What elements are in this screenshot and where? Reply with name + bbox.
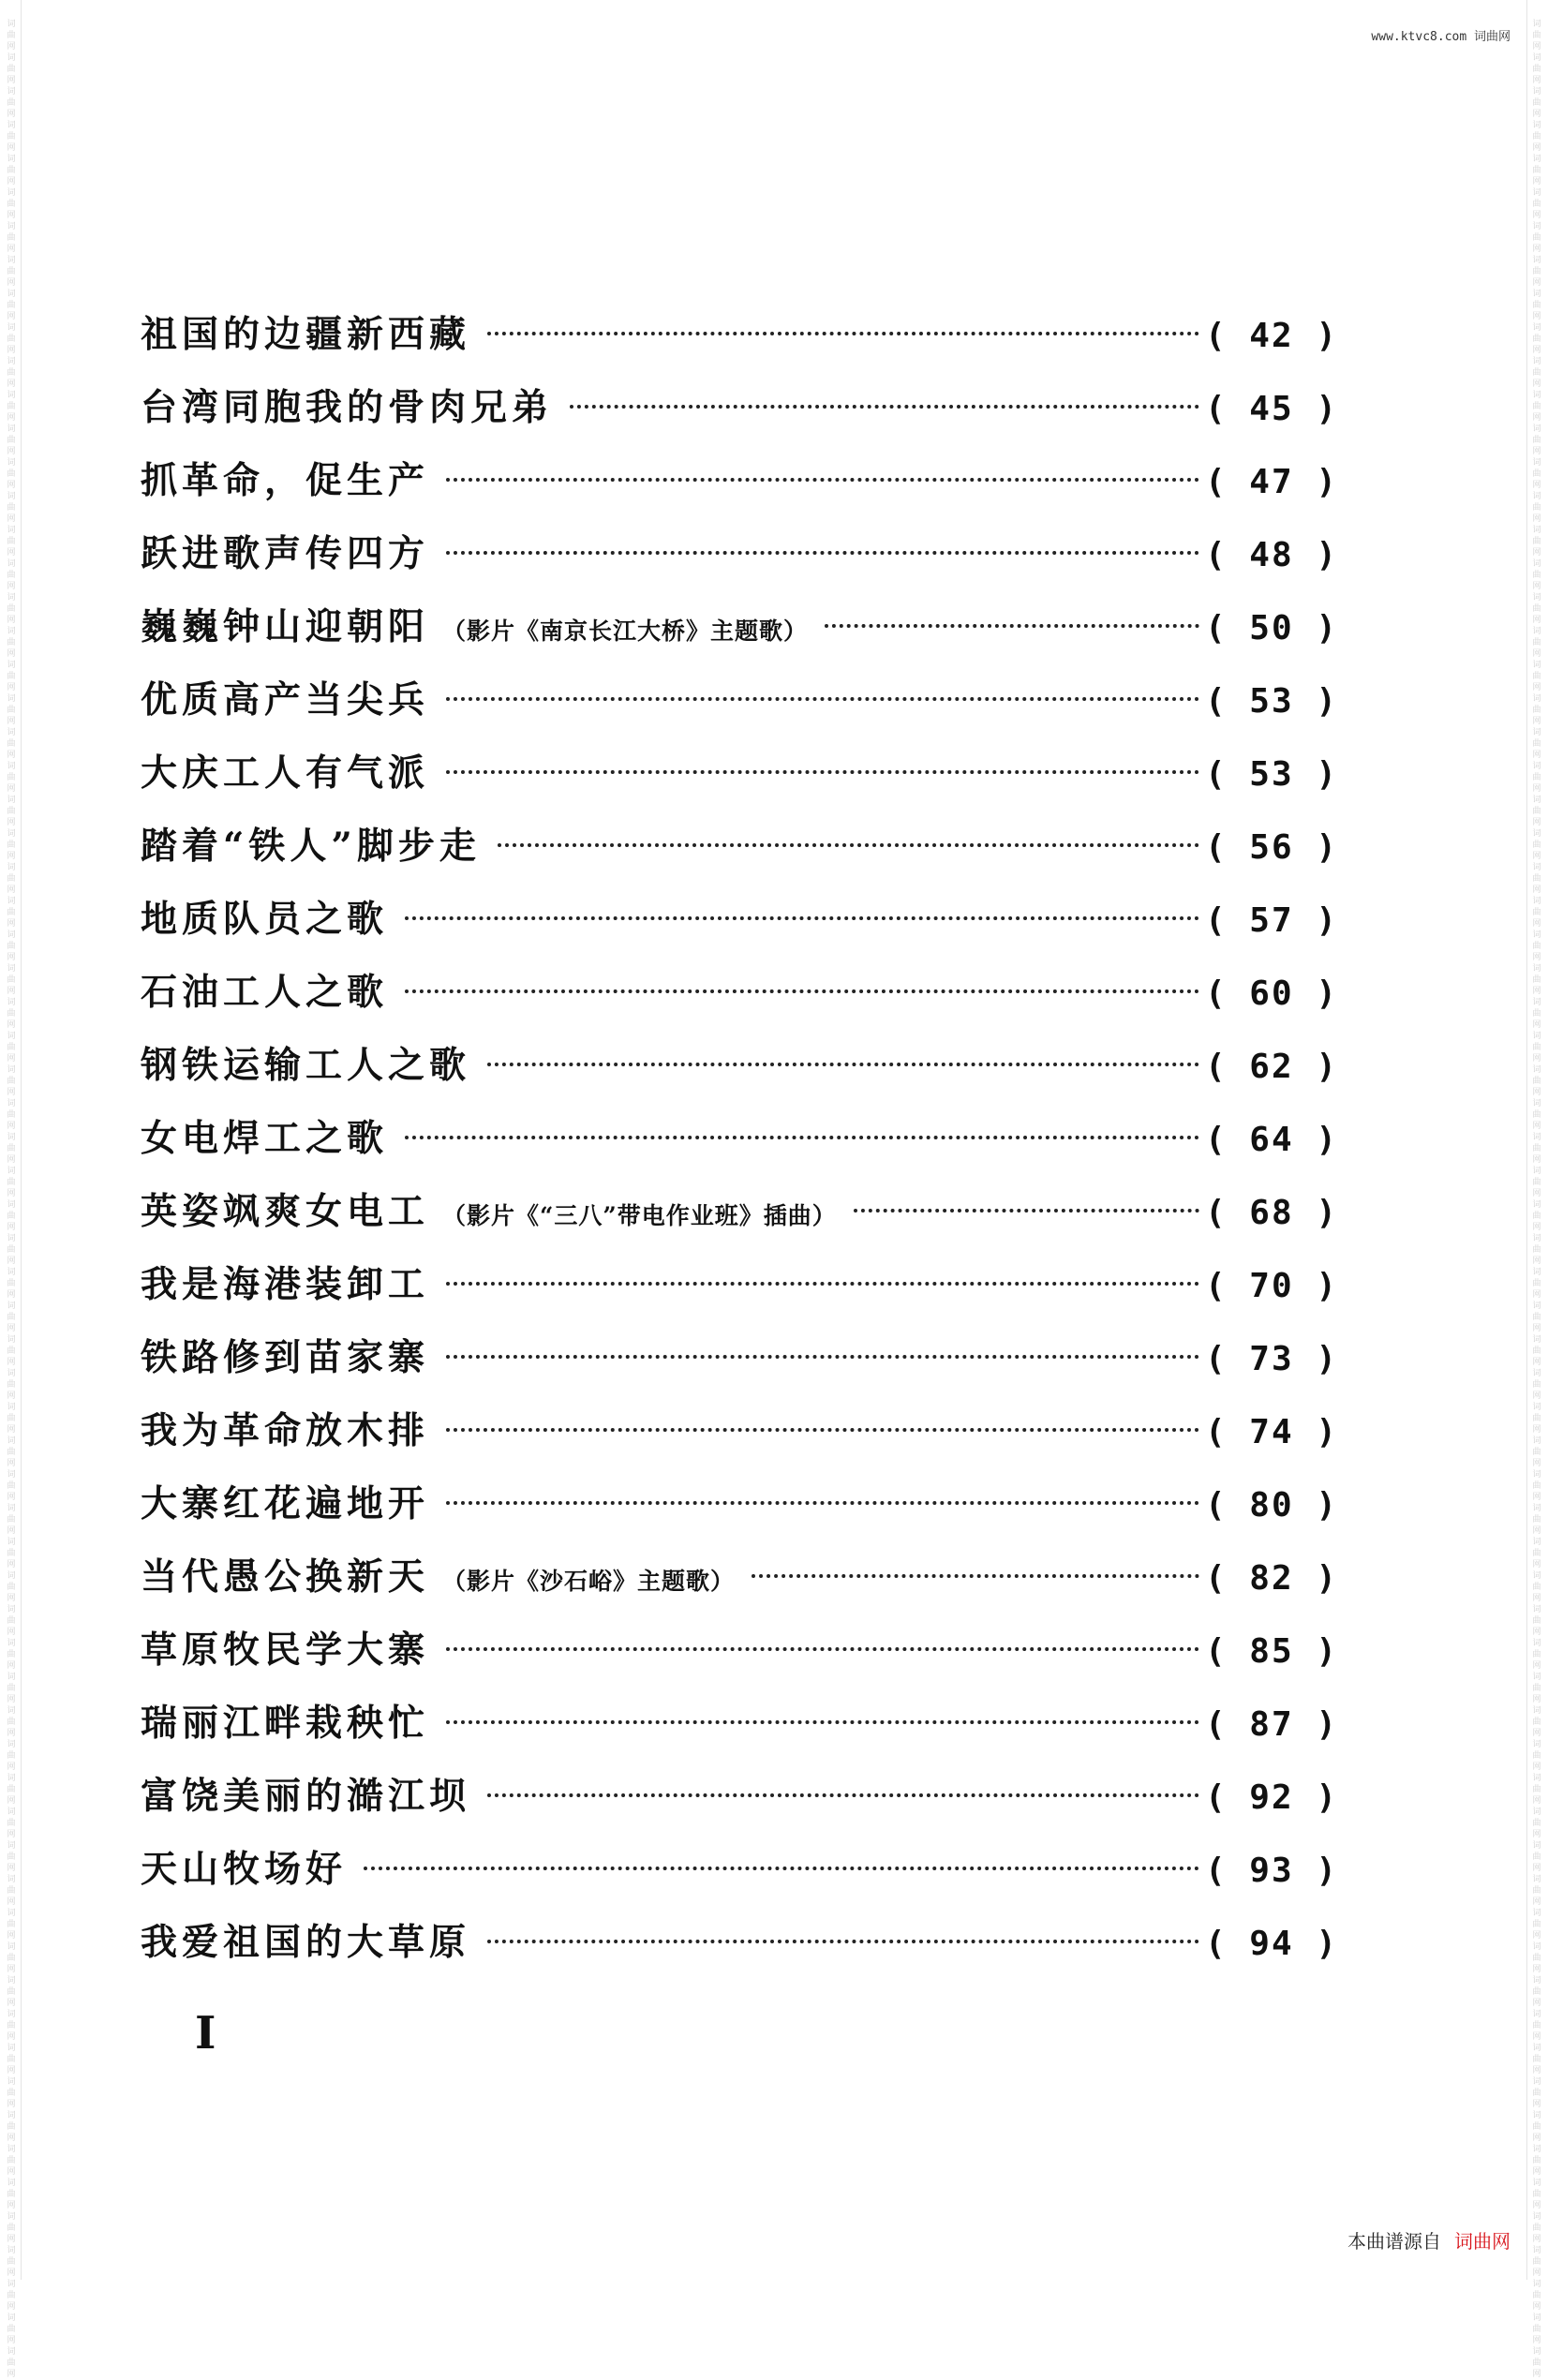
- toc-entry-page-number: ( 94 ): [1204, 1925, 1338, 1963]
- footer-brand-link[interactable]: 词曲网: [1454, 2230, 1511, 2253]
- toc-entry: [141, 1175, 1338, 1248]
- table-of-contents: [141, 298, 1338, 1979]
- toc-dot-leader: [446, 478, 1199, 482]
- footer-source: [1347, 2226, 1511, 2254]
- toc-entry: [141, 956, 1338, 1029]
- toc-entry-title: 富饶美丽的澔江坝: [141, 1775, 471, 1818]
- toc-dot-leader: [854, 1209, 1199, 1212]
- toc-entry: [141, 1102, 1338, 1175]
- toc-entry-title: 巍巍钟山迎朝阳: [141, 605, 430, 648]
- toc-entry-title: 钢铁运输工人之歌: [141, 1044, 471, 1087]
- footer-source-label: 本曲谱源自: [1347, 2230, 1441, 2253]
- toc-entry-page-number: ( 45 ): [1204, 390, 1338, 428]
- toc-entry-page-number: ( 48 ): [1204, 536, 1338, 574]
- toc-dot-leader: [446, 551, 1199, 555]
- toc-entry: [141, 1906, 1338, 1979]
- toc-dot-leader: [446, 1282, 1199, 1286]
- header-url: www.ktvc8.com 词曲网: [1371, 30, 1511, 44]
- toc-entry-note: （影片《沙石峪》主题歌）: [442, 1568, 736, 1595]
- toc-entry: [141, 1540, 1338, 1614]
- toc-dot-leader: [446, 1428, 1199, 1432]
- toc-dot-leader: [498, 843, 1199, 847]
- toc-entry-page-number: ( 68 ): [1204, 1194, 1338, 1232]
- toc-entry-page-number: ( 50 ): [1204, 609, 1338, 647]
- toc-dot-leader: [487, 1793, 1199, 1797]
- toc-entry-page-number: ( 74 ): [1204, 1413, 1338, 1451]
- toc-entry-page-number: ( 80 ): [1204, 1486, 1338, 1525]
- toc-entry: [141, 1321, 1338, 1394]
- toc-dot-leader: [446, 1647, 1199, 1651]
- toc-entry-title: 台湾同胞我的骨肉兄弟: [141, 386, 554, 429]
- toc-entry: [141, 1248, 1338, 1321]
- toc-entry: [141, 1467, 1338, 1540]
- toc-entry-title: 当代愚公换新天: [141, 1555, 430, 1599]
- toc-dot-leader: [487, 1063, 1199, 1066]
- toc-entry-page-number: ( 60 ): [1204, 974, 1338, 1013]
- toc-entry: [141, 298, 1338, 371]
- toc-dot-leader: [487, 1940, 1199, 1943]
- toc-entry-title: 我为革命放木排: [141, 1409, 430, 1452]
- toc-entry-page-number: ( 64 ): [1204, 1121, 1338, 1159]
- right-watermark-strip: 词曲网 词曲网 词曲网 词曲网 词曲网 词曲网 词曲网 词曲网 词曲网 词曲网 词曲网 词曲网 词曲网 词曲网 词曲网 词曲网 词曲网 词曲网 词曲网 词曲网 词曲网 词曲网 词曲网 词曲网 词曲网 词曲网 词曲网 词曲网 词曲网 词曲网 词曲网 词曲网 词曲网 词曲网 词曲网 词曲网 词曲网 词曲网 词曲网 词曲网 词曲网 词曲网 词曲网 词曲网 词曲网 词曲网 词曲网 词曲网 词曲网 词曲网 词曲网 词曲网 词曲网 词曲网 词曲网 词曲网 词曲网 词曲网 词曲网 词曲网 词曲网 词曲网 词曲网 词曲网 词曲网 词曲网 词曲网 词曲网 词曲网 词曲网: [1532, 20, 1541, 2379]
- toc-entry-page-number: ( 57 ): [1204, 901, 1338, 940]
- toc-entry-title: 地质队员之歌: [141, 898, 389, 941]
- toc-dot-leader: [405, 989, 1199, 993]
- toc-dot-leader: [825, 624, 1199, 628]
- toc-dot-leader: [446, 1501, 1199, 1505]
- toc-entry-title: 跃进歌声传四方: [141, 532, 430, 575]
- toc-entry-title: 踏着“铁人”脚步走: [141, 825, 481, 868]
- toc-dot-leader: [446, 697, 1199, 701]
- toc-entry-page-number: ( 53 ): [1204, 682, 1338, 721]
- toc-dot-leader: [405, 1136, 1199, 1139]
- toc-dot-leader: [446, 1355, 1199, 1359]
- toc-entry-title: 我是海港装卸工: [141, 1263, 430, 1306]
- toc-entry-title: 优质高产当尖兵: [141, 678, 430, 721]
- toc-entry: [141, 517, 1338, 590]
- toc-entry-title: 祖国的边疆新西藏: [141, 313, 471, 356]
- toc-entry: [141, 1614, 1338, 1687]
- toc-entry-page-number: ( 56 ): [1204, 828, 1338, 867]
- toc-dot-leader: [570, 405, 1199, 409]
- toc-dot-leader: [446, 770, 1199, 774]
- toc-entry: [141, 810, 1338, 883]
- toc-entry-page-number: ( 53 ): [1204, 755, 1338, 794]
- toc-entry-page-number: ( 47 ): [1204, 463, 1338, 501]
- toc-entry: [141, 444, 1338, 517]
- toc-entry-title: 天山牧场好: [141, 1848, 348, 1891]
- toc-dot-leader: [405, 916, 1199, 920]
- toc-entry: [141, 1687, 1338, 1760]
- toc-entry: [141, 663, 1338, 736]
- right-margin-rule: [1526, 0, 1527, 2280]
- toc-entry-title: 石油工人之歌: [141, 971, 389, 1014]
- toc-entry-page-number: ( 73 ): [1204, 1340, 1338, 1378]
- toc-entry-title: 铁路修到苗家寨: [141, 1336, 430, 1379]
- toc-entry: [141, 1394, 1338, 1467]
- toc-entry: [141, 883, 1338, 956]
- toc-entry-title: 英姿飒爽女电工: [141, 1190, 430, 1233]
- toc-entry: [141, 1760, 1338, 1833]
- toc-entry-page-number: ( 62 ): [1204, 1048, 1338, 1086]
- left-margin-rule: [21, 0, 22, 2280]
- toc-dot-leader: [752, 1574, 1199, 1578]
- toc-entry-page-number: ( 92 ): [1204, 1778, 1338, 1817]
- toc-dot-leader: [487, 332, 1199, 335]
- toc-entry: [141, 1833, 1338, 1906]
- toc-entry-title: 抓革命，促生产: [141, 459, 430, 502]
- toc-entry-page-number: ( 93 ): [1204, 1852, 1338, 1890]
- toc-entry-page-number: ( 82 ): [1204, 1559, 1338, 1598]
- toc-entry-title: 女电焊工之歌: [141, 1117, 389, 1160]
- toc-entry-page-number: ( 87 ): [1204, 1705, 1338, 1744]
- toc-entry-title: 草原牧民学大寨: [141, 1629, 430, 1672]
- toc-entry: [141, 1029, 1338, 1102]
- toc-entry-title: 大寨红花遍地开: [141, 1482, 430, 1525]
- toc-entry-title: 瑞丽江畔栽秧忙: [141, 1702, 430, 1745]
- toc-entry: [141, 590, 1338, 663]
- toc-entry-note: （影片《南京长江大桥》主题歌）: [442, 617, 809, 645]
- toc-entry-note: （影片《“三八”带电作业班》插曲）: [442, 1202, 837, 1229]
- toc-entry-page-number: ( 70 ): [1204, 1267, 1338, 1305]
- toc-entry-title: 大庆工人有气派: [141, 751, 430, 795]
- toc-entry-page-number: ( 42 ): [1204, 317, 1338, 355]
- page-number-marker: I: [195, 2007, 216, 2060]
- left-watermark-strip: 词曲网 词曲网 词曲网 词曲网 词曲网 词曲网 词曲网 词曲网 词曲网 词曲网 词曲网 词曲网 词曲网 词曲网 词曲网 词曲网 词曲网 词曲网 词曲网 词曲网 词曲网 词曲网 词曲网 词曲网 词曲网 词曲网 词曲网 词曲网 词曲网 词曲网 词曲网 词曲网 词曲网 词曲网 词曲网 词曲网 词曲网 词曲网 词曲网 词曲网 词曲网 词曲网 词曲网 词曲网 词曲网 词曲网 词曲网 词曲网 词曲网 词曲网 词曲网 词曲网 词曲网 词曲网 词曲网 词曲网 词曲网 词曲网 词曲网 词曲网 词曲网 词曲网 词曲网 词曲网 词曲网 词曲网 词曲网 词曲网 词曲网 词曲网: [7, 20, 16, 2379]
- toc-dot-leader: [446, 1720, 1199, 1724]
- toc-dot-leader: [364, 1867, 1199, 1870]
- toc-entry: [141, 736, 1338, 810]
- toc-entry-page-number: ( 85 ): [1204, 1632, 1338, 1671]
- toc-entry: [141, 371, 1338, 444]
- toc-entry-title: 我爱祖国的大草原: [141, 1921, 471, 1964]
